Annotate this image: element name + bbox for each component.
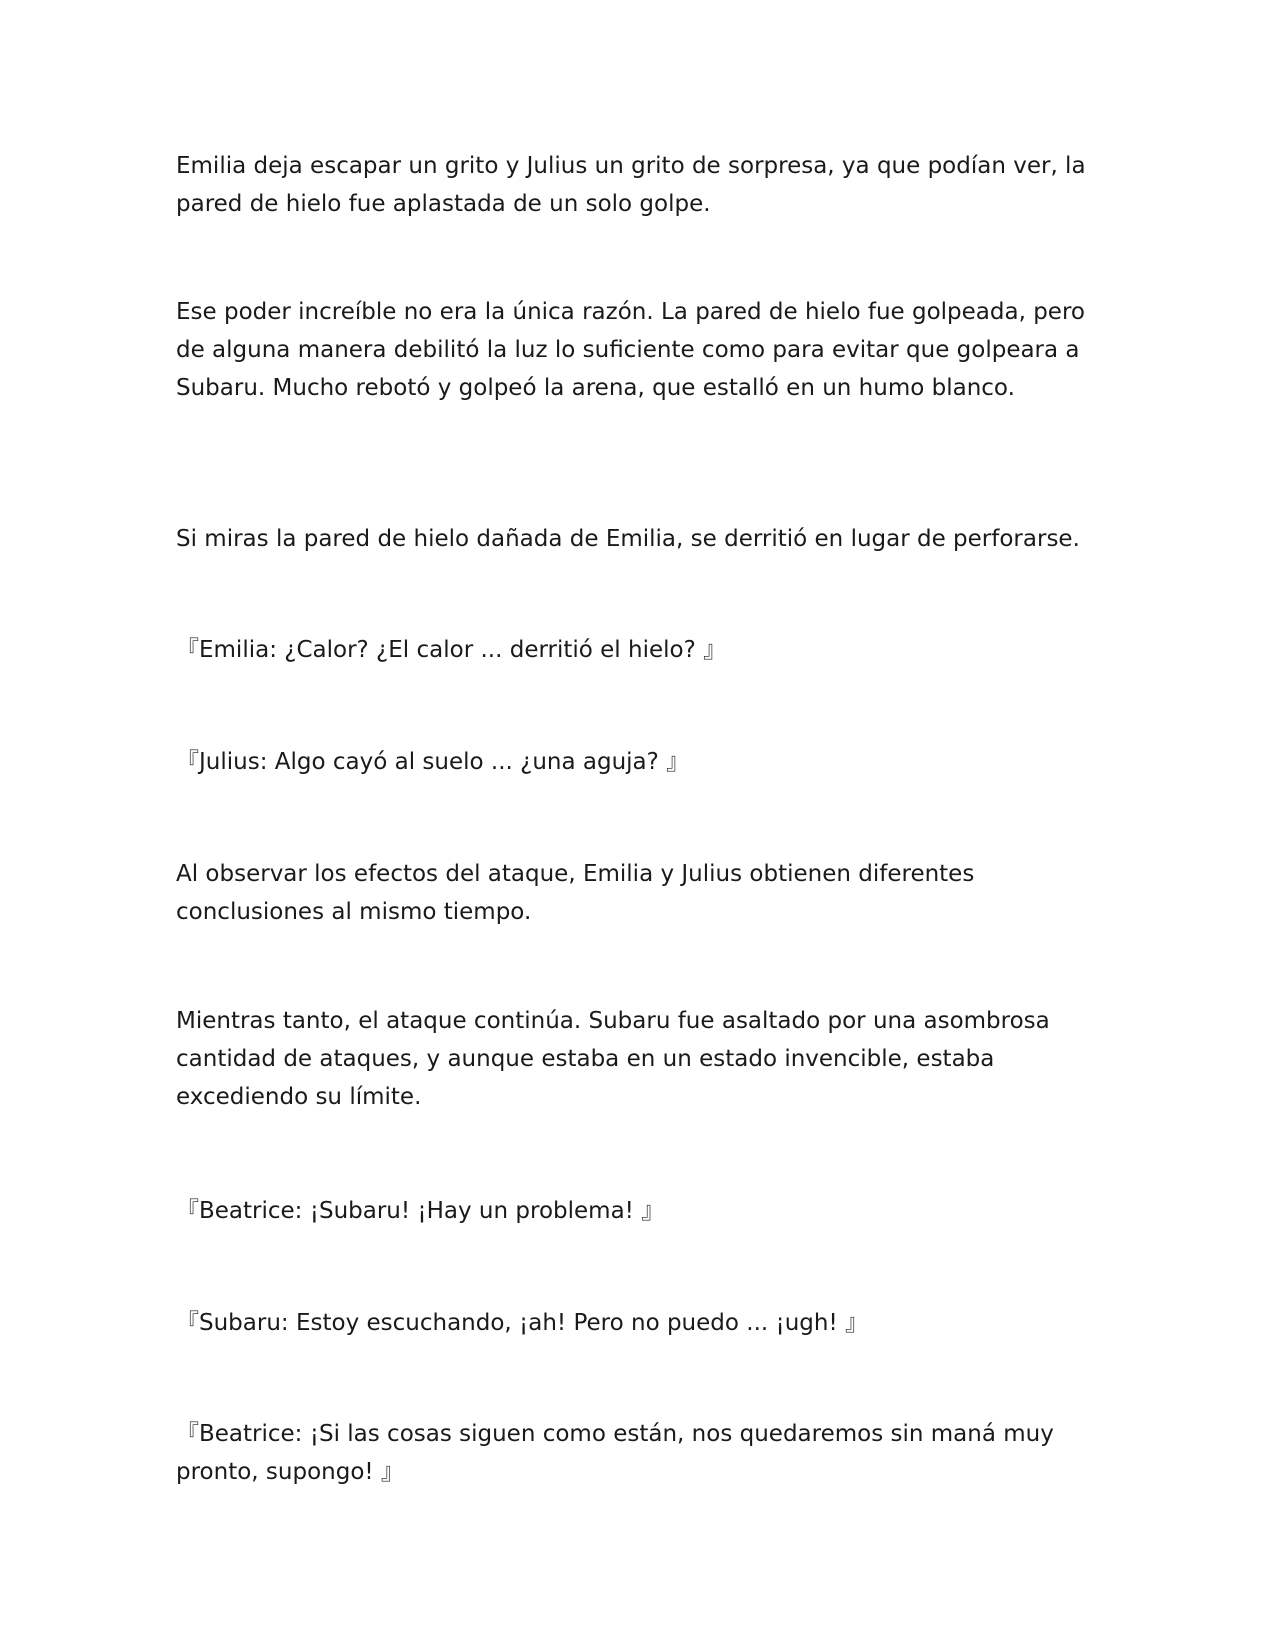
dialogue-line: 『Emilia: ¿Calor? ¿El calor ... derritió el hielo? 』 [176,637,727,663]
dialogue-line: 『Beatrice: ¡Subaru! ¡Hay un problema! 』 [176,1198,665,1224]
narration-paragraph: Emilia deja escapar un grito y Julius un grito de sorpresa, ya que podían ver, la pared de hielo fue aplastada de un solo golpe. [176,153,1086,217]
narration-paragraph: Al observar los efectos del ataque, Emilia y Julius obtienen diferentes conclusiones al mismo tiempo. [176,861,975,925]
dialogue-line: 『Julius: Algo cayó al suelo ... ¿una aguja? 』 [176,749,690,775]
narration-paragraph: Mientras tanto, el ataque continúa. Subaru fue asaltado por una asombrosa cantidad de ataques, y aunque estaba en un estado invencible, estaba excediendo su límite. [176,1008,1050,1110]
dialogue-line: 『Subaru: Estoy escuchando, ¡ah! Pero no puedo ... ¡ugh! 』 [176,1310,869,1336]
dialogue-line: 『Beatrice: ¡Si las cosas siguen como están, nos quedaremos sin maná muy pronto, supongo! 』 [176,1421,1054,1485]
narration-paragraph: Ese poder increíble no era la única razón. La pared de hielo fue golpeada, pero de alguna manera debilitó la luz lo suficiente como para evitar que golpeara a Subaru. Mucho rebotó y golpeó la arena, que estalló en un humo blanco. [176,299,1085,401]
narration-paragraph: Si miras la pared de hielo dañada de Emilia, se derritió en lugar de perforarse. [176,526,1080,552]
